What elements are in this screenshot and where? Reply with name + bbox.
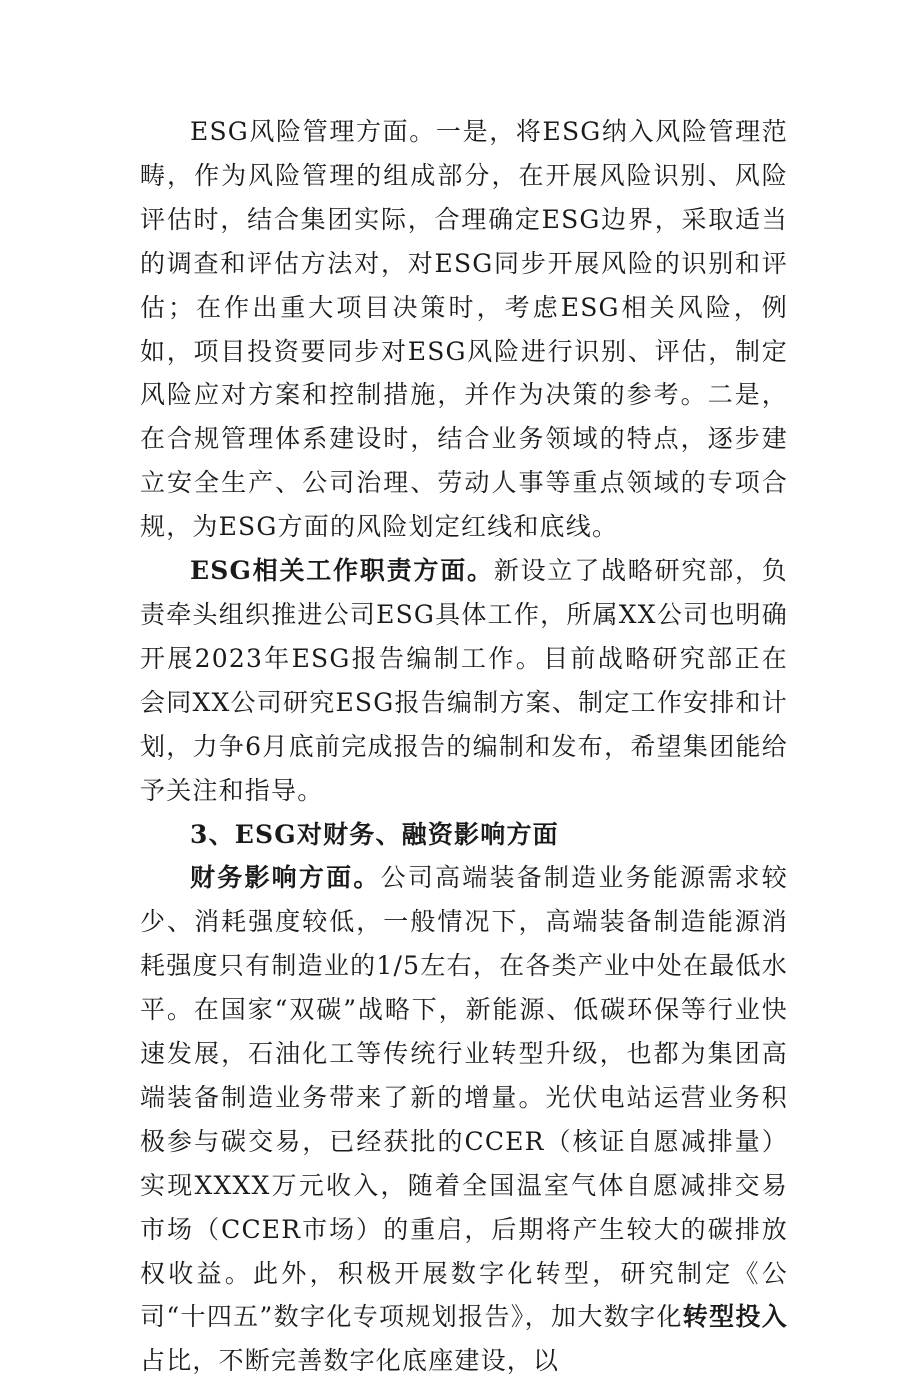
esg-risk-management-paragraph bbox=[140, 110, 788, 549]
paragraph-body: ESG风险管理方面。一是，将ESG纳入风险管理范畴，作为风险管理的组成部分，在开展风险识别、风险评估时，结合集团实际，合理确定ESG边界，采取适当的调查和评估方法对，对ESG同步开展风险的识别和评估；在作出重大项目决策时，考虑ESG相关风险，例如，项目投资要同步对ESG风险进行识别、评估，制定风险应对方案和控制措施，并作为决策的参考。二是，在合规管理体系建设时，结合业务领域的特点，逐步建立安全生产、公司治理、劳动人事等重点领域的专项合规，为ESG方面的风险划定红线和底线。 bbox=[140, 117, 788, 542]
paragraph-body-end: 占比，不断完善数字化底座建设，以 bbox=[140, 1346, 560, 1376]
emphasized-phrase: 转型投入 bbox=[682, 1302, 788, 1332]
paragraph-body: 新设立了战略研究部，负责牵头组织推进公司ESG具体工作，所属XX公司也明确开展2023年ESG报告编制工作。目前战略研究部正在会同XX公司研究ESG报告编制方案、制定工作安排和计划，力争6月底前完成报告的编制和发布，希望集团能给予关注和指导。 bbox=[140, 556, 788, 805]
esg-responsibility-paragraph bbox=[140, 549, 788, 812]
finance-impact-paragraph bbox=[140, 856, 788, 1383]
section-heading: 3、ESG对财务、融资影响方面 bbox=[190, 819, 559, 849]
paragraph-lead: 财务影响方面。 bbox=[190, 863, 381, 893]
paragraph-body-start: 公司高端装备制造业务能源需求较少、消耗强度较低，一般情况下，高端装备制造能源消耗强度只有制造业的1/5左右，在各类产业中处在最低水平。在国家“双碳”战略下，新能源、低碳环保等行业快速发展，石油化工等传统行业转型升级，也都为集团高端装备制造业务带来了新的增量。光伏电站运营业务积极参与碳交易，已经获批的CCER（核证自愿减排量）实现XXXX万元收入，随着全国温室气体自愿减排交易市场（CCER市场）的重启，后期将产生较大的碳排放权收益。此外，积极开展数字化转型，研究制定《公司“十四五”数字化专项规划报告》，加大数字化 bbox=[140, 863, 788, 1332]
paragraph-lead: ESG相关工作职责方面。 bbox=[190, 556, 494, 586]
document-page bbox=[140, 110, 788, 1383]
